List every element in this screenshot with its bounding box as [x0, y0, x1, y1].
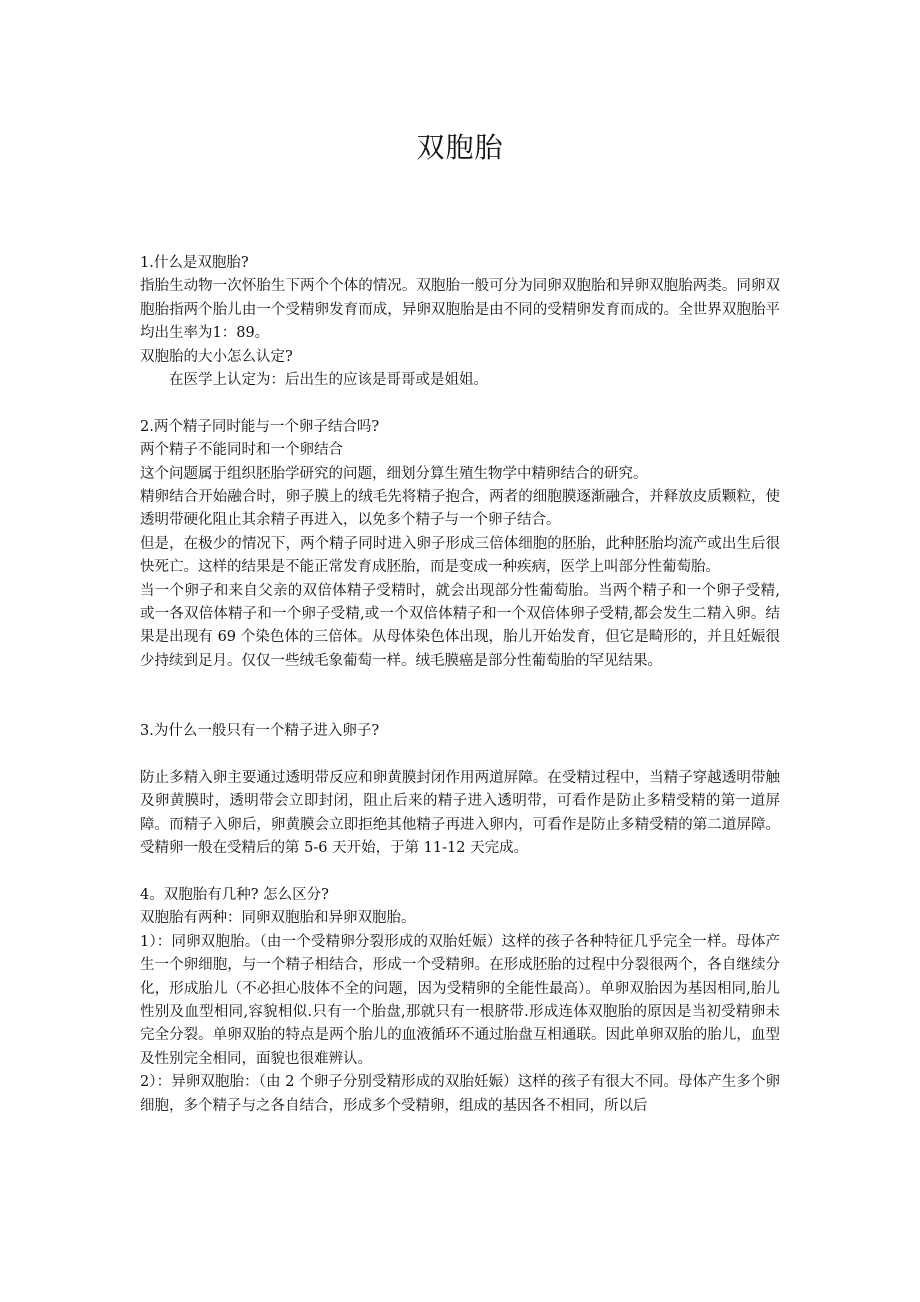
spacer: [140, 744, 780, 767]
paragraph: 这个问题属于组织胚胎学研究的问题，细划分算生殖生物学中精卵结合的研究。: [140, 465, 648, 482]
paragraph: 防止多精入卵主要通过透明带反应和卵黄膜封闭作用两道屏障。在受精过程中，当精子穿越透明带触及卵黄膜时，透明带会立即封闭，阻止后来的精子进入透明带，可看作是防止多精受精的第一道屏障。而精子入卵后，卵黄膜会立即拒绝其他精子再进入卵内，可看作是防止多精受精的第二道屏障。受精卵一般在受精后的第 5-6 天开始，于第 11-12 天完成。: [140, 769, 780, 857]
paragraph: 1）：同卵双胞胎。（由一个受精卵分裂形成的双胎妊娠）这样的孩子各种特征几乎完全一样。母体产生一个卵细胞，与一个精子相结合，形成一个受精卵。在形成胚胎的过程中分裂很两个，各自继续分化，形成胎儿（不必担心肢体不全的问题，因为受精卵的全能性最高）。单卵双胎因为基因相同,胎儿性别及血型相同,容貌相似.只有一个胎盘,那就只有一根脐带.形成连体双胞胎的原因是当初受精卵未完全分裂。单卵双胎的特点是两个胎儿的血液循环不通过胎盘互相通联。因此单卵双胎的胎儿，血型及性别完全相同，面貌也很难辨认。: [140, 933, 780, 1067]
paragraph: 在医学上认定为：后出生的应该是哥哥或是姐姐。: [169, 372, 488, 389]
section-2-heading: 2.两个精子同时能与一个卵子结合吗?: [140, 418, 380, 435]
paragraph: 两个精子不能同时和一个卵结合: [140, 442, 343, 459]
paragraph: 但是，在极少的情况下，两个精子同时进入卵子形成三倍体细胞的胚胎，此种胚胎均流产或出生后很快死亡。这样的结果是不能正常发育成胚胎，而是变成一种疾病，医学上叫部分性葡萄胎。: [140, 535, 780, 576]
section-3-heading: 3.为什么一般只有一个精子进入卵子?: [140, 723, 380, 740]
paragraph: 指胎生动物一次怀胎生下两个个体的情况。双胞胎一般可分为同卵双胞胎和异卵双胞胎两类。同卵双胞胎指两个胎儿由一个受精卵发育而成，异卵双胞胎是由不同的受精卵发育而成的。全世界双胞胎平均出生率为1：89。: [140, 278, 780, 342]
section-1-heading: 1.什么是双胞胎?: [140, 255, 249, 271]
spacer: [140, 392, 780, 415]
document-title: 双胞胎: [416, 131, 504, 164]
paragraph: 当一个卵子和来自父亲的双倍体精子受精时，就会出现部分性葡萄胎。当两个精子和一个卵子受精,或一各双倍体精子和一个卵子受精,或一个双倍体精子和一个双倍体卵子受精,都会发生二精入卵。结果是出现有 69 个染色体的三倍体。从母体染色体出现，胎儿开始发育，但它是畸形的，并且妊娠很少持续到足月。仅仅一些绒毛象葡萄一样。绒毛膜癌是部分性葡萄胎的罕见结果。: [140, 582, 780, 669]
spacer: [140, 673, 780, 720]
spacer: [140, 861, 780, 884]
paragraph: 双胞胎的大小怎么认定?: [140, 348, 293, 365]
document-body: [140, 252, 780, 1118]
paragraph: 双胞胎有两种：同卵双胞胎和异卵双胞胎。: [140, 910, 416, 927]
paragraph: 精卵结合开始融合时，卵子膜上的绒毛先将精子抱合，两者的细胞膜逐渐融合，并释放皮质颗粒，使透明带硬化阻止其余精子再进入，以免多个精子与一个卵子结合。: [140, 489, 780, 529]
section-4-heading: 4。双胞胎有几种? 怎么区分?: [140, 886, 329, 903]
paragraph: 2）：异卵双胞胎：（由 2 个卵子分别受精形成的双胎妊娠）这样的孩子有很大不同。母体产生多个卵细胞，多个精子与之各自结合，形成多个受精卵，组成的基因各不相同，所以后: [140, 1074, 780, 1114]
